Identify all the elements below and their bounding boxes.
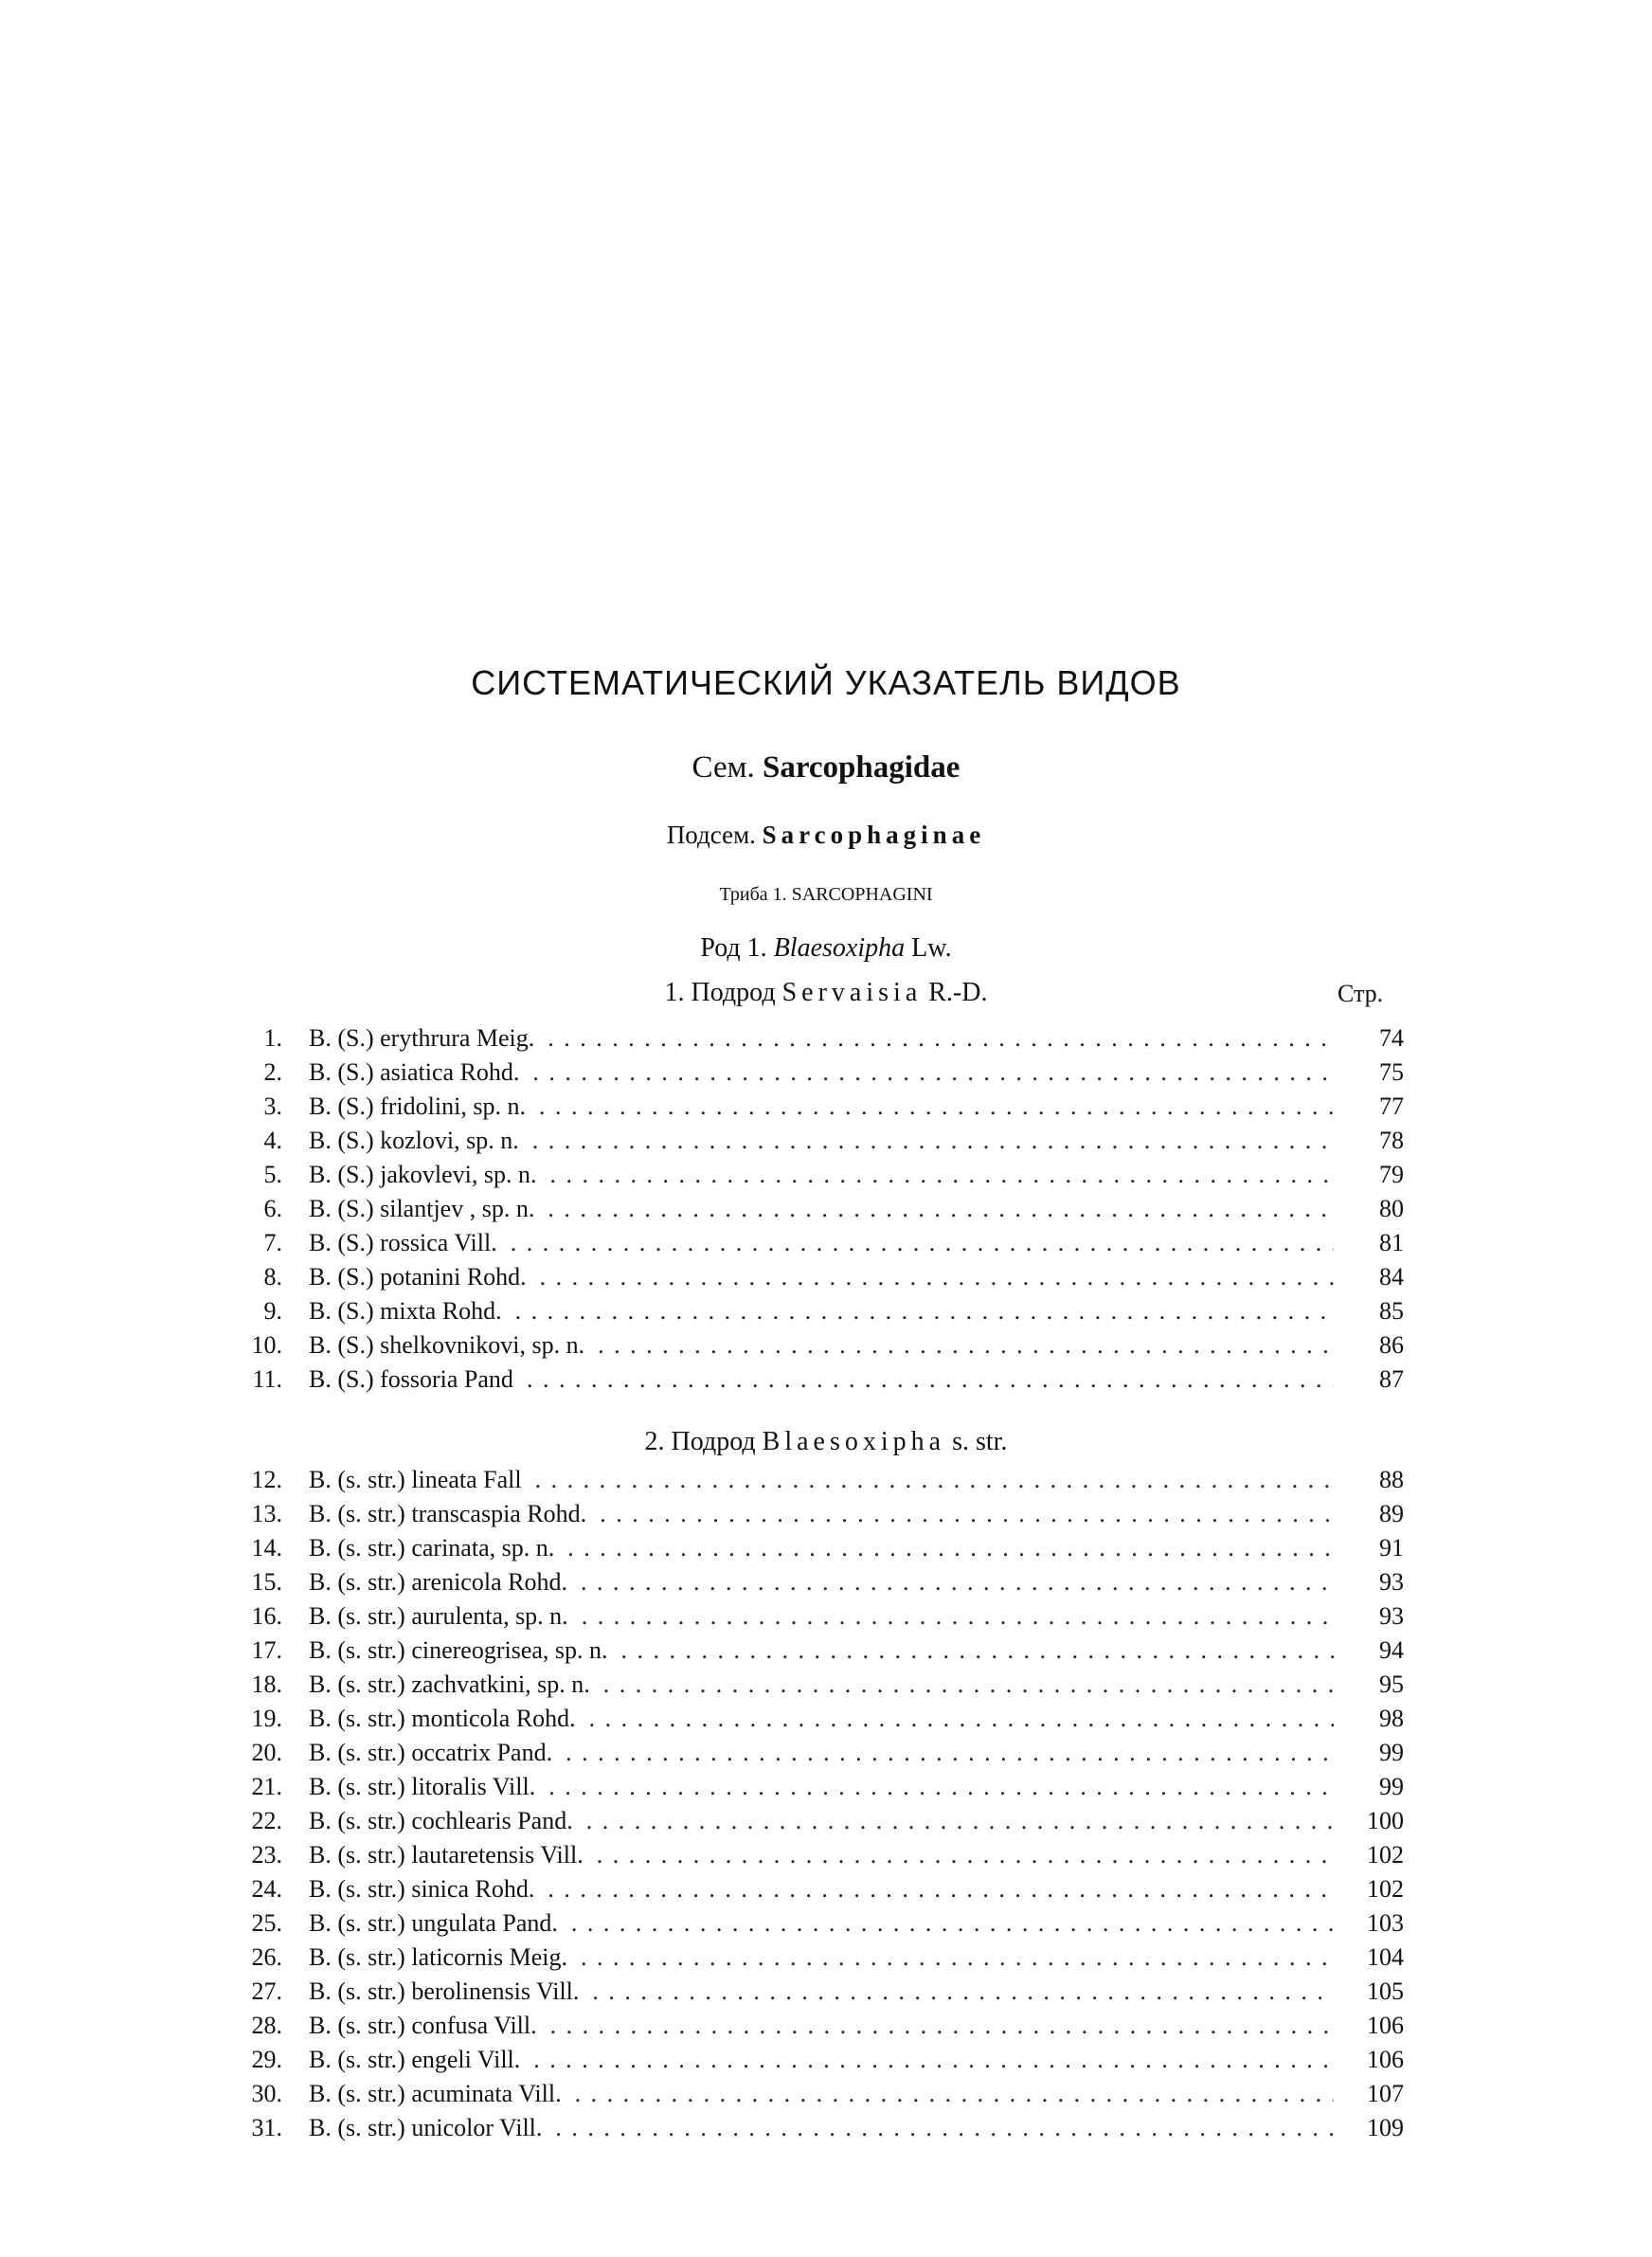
entry-number: 23. bbox=[251, 1841, 282, 1869]
list-item bbox=[239, 1636, 1404, 1670]
list-item bbox=[239, 1739, 1404, 1773]
subgenus-1-name: Servaisia bbox=[781, 978, 923, 1007]
entry-species-name: B. (s. str.) engeli Vill. bbox=[309, 2046, 521, 2073]
entry-species-name: B. (s. str.) aurulenta, sp. n. bbox=[309, 1602, 568, 1630]
subgenus-1-list bbox=[239, 1024, 1404, 1399]
list-item bbox=[239, 2114, 1404, 2148]
entry-number: 24. bbox=[251, 1875, 282, 1903]
subgenus-2-heading bbox=[0, 1427, 1652, 1457]
entry-species-name: B. (s. str.) acuminata Vill. bbox=[309, 2080, 562, 2107]
entry-species-name: B. (s. str.) lineata Fall bbox=[309, 1466, 522, 1493]
entry-species-name: B. (S.) erythrura Meig. bbox=[309, 1024, 535, 1052]
entry-number: 29. bbox=[251, 2046, 282, 2073]
entry-number: 21. bbox=[251, 1773, 282, 1800]
entry-number: 11. bbox=[252, 1365, 282, 1393]
entry-species-name: B. (S.) rossica Vill. bbox=[309, 1229, 497, 1256]
dot-leader bbox=[533, 2046, 1334, 2074]
dot-leader bbox=[532, 1058, 1334, 1087]
dot-leader bbox=[589, 1705, 1334, 1733]
list-item bbox=[239, 1263, 1404, 1297]
list-item bbox=[239, 1568, 1404, 1602]
entry-number: 15. bbox=[251, 1568, 282, 1596]
entry-number: 3. bbox=[263, 1092, 282, 1120]
list-item bbox=[239, 1773, 1404, 1807]
entry-page-number: 95 bbox=[1379, 1670, 1404, 1698]
entry-page-number: 75 bbox=[1379, 1058, 1404, 1086]
entry-page-number: 100 bbox=[1367, 1807, 1404, 1834]
list-item bbox=[239, 1365, 1404, 1399]
subfamily-name: Sarcophaginae bbox=[762, 821, 986, 849]
list-item bbox=[239, 1705, 1404, 1739]
list-item bbox=[239, 1807, 1404, 1841]
genus-name: Blaesoxipha bbox=[773, 933, 906, 963]
entry-species-name: B. (s. str.) unicolor Vill. bbox=[309, 2114, 543, 2141]
entry-species-name: B. (S.) silantjev , sp. n. bbox=[309, 1195, 535, 1222]
entry-species-name: B. (s. str.) lautaretensis Vill. bbox=[309, 1841, 584, 1869]
entry-species-name: B. (S.) asiatica Rohd. bbox=[309, 1058, 520, 1086]
list-item bbox=[239, 1297, 1404, 1331]
dot-leader bbox=[540, 1263, 1334, 1291]
entry-species-name: B. (S.) shelkovnikovi, sp. n. bbox=[309, 1331, 585, 1359]
entry-species-name: B. (s. str.) litoralis Vill. bbox=[309, 1773, 536, 1800]
list-item bbox=[239, 1058, 1404, 1092]
entry-species-name: B. (s. str.) laticornis Meig. bbox=[309, 1943, 567, 1971]
entry-page-number: 80 bbox=[1379, 1195, 1404, 1222]
entry-number: 1. bbox=[263, 1024, 282, 1052]
entry-number: 19. bbox=[251, 1705, 282, 1732]
family-prefix: Сем. bbox=[691, 750, 755, 785]
entry-number: 7. bbox=[263, 1229, 282, 1256]
list-item bbox=[239, 1466, 1404, 1500]
dot-leader bbox=[586, 1807, 1334, 1835]
entry-page-number: 93 bbox=[1379, 1568, 1404, 1596]
subgenus-2-author: s. str. bbox=[952, 1427, 1008, 1456]
genus-heading bbox=[0, 933, 1652, 964]
list-item bbox=[239, 2080, 1404, 2114]
list-item bbox=[239, 1875, 1404, 1909]
entry-species-name: B. (s. str.) cinereogrisea, sp. n. bbox=[309, 1636, 608, 1664]
entry-species-name: B. (s. str.) arenicola Rohd. bbox=[309, 1568, 567, 1596]
entry-page-number: 88 bbox=[1379, 1466, 1404, 1493]
tribe-heading: Триба 1. SARCOPHAGINI bbox=[719, 884, 933, 905]
subgenus-1-prefix: 1. Подрод bbox=[664, 978, 776, 1007]
dot-leader bbox=[548, 1875, 1334, 1904]
entry-page-number: 81 bbox=[1379, 1229, 1404, 1256]
genus-prefix: Род 1. bbox=[700, 933, 767, 963]
list-item bbox=[239, 1161, 1404, 1195]
entry-page-number: 93 bbox=[1379, 1602, 1404, 1630]
dot-leader bbox=[548, 1195, 1334, 1223]
dot-leader bbox=[582, 1602, 1334, 1631]
list-item bbox=[239, 1602, 1404, 1636]
entry-species-name: B. (s. str.) transcaspia Rohd. bbox=[309, 1500, 587, 1527]
list-item bbox=[239, 1195, 1404, 1229]
entry-number: 18. bbox=[251, 1670, 282, 1698]
entry-species-name: B. (S.) potanini Rohd. bbox=[309, 1263, 527, 1291]
entry-page-number: 102 bbox=[1367, 1875, 1404, 1903]
list-item bbox=[239, 1943, 1404, 1977]
entry-number: 28. bbox=[251, 2012, 282, 2039]
entry-number: 20. bbox=[251, 1739, 282, 1766]
entry-species-name: B. (S.) kozlovi, sp. n. bbox=[309, 1127, 519, 1154]
entry-page-number: 86 bbox=[1379, 1331, 1404, 1359]
list-item bbox=[239, 1909, 1404, 1943]
entry-number: 6. bbox=[263, 1195, 282, 1222]
list-item bbox=[239, 1977, 1404, 2012]
dot-leader bbox=[532, 1127, 1334, 1155]
dot-leader bbox=[581, 1568, 1334, 1597]
entry-species-name: B. (s. str.) ungulata Pand. bbox=[309, 1909, 558, 1937]
dot-leader bbox=[603, 1670, 1334, 1699]
subgenus-2-list bbox=[239, 1466, 1404, 2148]
list-item bbox=[239, 1092, 1404, 1127]
list-item bbox=[239, 1670, 1404, 1705]
entry-species-name: B. (S.) fossoria Pand bbox=[309, 1365, 513, 1393]
entry-number: 2. bbox=[263, 1058, 282, 1086]
entry-number: 30. bbox=[251, 2080, 282, 2107]
dot-leader bbox=[575, 2080, 1334, 2108]
dot-leader bbox=[555, 2114, 1334, 2142]
list-item bbox=[239, 1841, 1404, 1875]
entry-page-number: 91 bbox=[1379, 1534, 1404, 1562]
entry-number: 10. bbox=[251, 1331, 282, 1359]
entry-number: 13. bbox=[251, 1500, 282, 1527]
entry-page-number: 78 bbox=[1379, 1127, 1404, 1154]
dot-leader bbox=[597, 1841, 1334, 1869]
entry-species-name: B. (s. str.) berolinensis Vill. bbox=[309, 1977, 580, 2005]
entry-page-number: 103 bbox=[1367, 1909, 1404, 1937]
entry-species-name: B. (S.) jakovlevi, sp. n. bbox=[309, 1161, 537, 1188]
entry-species-name: B. (s. str.) monticola Rohd. bbox=[309, 1705, 576, 1732]
entry-number: 8. bbox=[263, 1263, 282, 1291]
entry-number: 17. bbox=[251, 1636, 282, 1664]
entry-number: 27. bbox=[251, 1977, 282, 2005]
entry-page-number: 99 bbox=[1379, 1739, 1404, 1766]
dot-leader bbox=[581, 1943, 1334, 1972]
entry-number: 26. bbox=[251, 1943, 282, 1971]
entry-page-number: 102 bbox=[1367, 1841, 1404, 1869]
dot-leader bbox=[515, 1297, 1334, 1326]
dot-leader bbox=[598, 1331, 1334, 1360]
entry-page-number: 77 bbox=[1379, 1092, 1404, 1120]
list-item bbox=[239, 2046, 1404, 2080]
entry-species-name: B. (S.) fridolini, sp. n. bbox=[309, 1092, 526, 1120]
list-item bbox=[239, 1127, 1404, 1161]
family-name: Sarcophagidae bbox=[763, 750, 961, 785]
entry-page-number: 99 bbox=[1379, 1773, 1404, 1800]
dot-leader bbox=[592, 1977, 1334, 2006]
entry-species-name: B. (s. str.) confusa Vill. bbox=[309, 2012, 537, 2039]
list-item bbox=[239, 1024, 1404, 1058]
subgenus-1-author: R.-D. bbox=[928, 978, 988, 1007]
entry-number: 31. bbox=[251, 2114, 282, 2141]
dot-leader bbox=[511, 1229, 1334, 1257]
entry-page-number: 94 bbox=[1379, 1636, 1404, 1664]
list-item bbox=[239, 2012, 1404, 2046]
entry-species-name: B. (s. str.) sinica Rohd. bbox=[309, 1875, 535, 1903]
entry-number: 4. bbox=[263, 1127, 282, 1154]
entry-page-number: 87 bbox=[1379, 1365, 1404, 1393]
dot-leader bbox=[600, 1500, 1334, 1528]
dot-leader bbox=[567, 1534, 1334, 1562]
entry-number: 22. bbox=[251, 1807, 282, 1834]
subgenus-2-prefix: 2. Подрод bbox=[644, 1427, 756, 1456]
entry-species-name: B. (S.) mixta Rohd. bbox=[309, 1297, 502, 1325]
dot-leader bbox=[527, 1365, 1334, 1394]
entry-page-number: 98 bbox=[1379, 1705, 1404, 1732]
entry-page-number: 106 bbox=[1367, 2046, 1404, 2073]
entry-species-name: B. (s. str.) occatrix Pand. bbox=[309, 1739, 553, 1766]
entry-number: 25. bbox=[251, 1909, 282, 1937]
subfamily-heading bbox=[0, 821, 1652, 850]
entry-number: 5. bbox=[263, 1161, 282, 1188]
entry-species-name: B. (s. str.) cochlearis Pand. bbox=[309, 1807, 573, 1834]
entry-page-number: 85 bbox=[1379, 1297, 1404, 1325]
entry-number: 12. bbox=[251, 1466, 282, 1493]
entry-number: 9. bbox=[263, 1297, 282, 1325]
dot-leader bbox=[550, 2012, 1334, 2040]
family-heading bbox=[0, 750, 1652, 785]
entry-page-number: 84 bbox=[1379, 1263, 1404, 1291]
dot-leader bbox=[621, 1636, 1334, 1665]
dot-leader bbox=[539, 1092, 1334, 1121]
entry-page-number: 107 bbox=[1367, 2080, 1404, 2107]
dot-leader bbox=[566, 1739, 1334, 1767]
entry-page-number: 106 bbox=[1367, 2012, 1404, 2039]
page-column-label: Стр. bbox=[1338, 980, 1384, 1007]
dot-leader bbox=[550, 1161, 1335, 1189]
subfamily-prefix: Подсем. bbox=[666, 821, 756, 849]
entry-number: 14. bbox=[251, 1534, 282, 1562]
dot-leader bbox=[535, 1466, 1334, 1494]
page-title: СИСТЕМАТИЧЕСКИЙ УКАЗАТЕЛЬ ВИДОВ bbox=[471, 663, 1181, 702]
subgenus-2-name: Blaesoxipha bbox=[762, 1427, 946, 1456]
dot-leader bbox=[548, 1773, 1334, 1801]
subgenus-1-heading bbox=[0, 978, 1652, 1008]
entry-species-name: B. (s. str.) zachvatkini, sp. n. bbox=[309, 1670, 590, 1698]
dot-leader bbox=[548, 1024, 1334, 1053]
entry-page-number: 74 bbox=[1379, 1024, 1404, 1052]
genus-author: Lw. bbox=[911, 933, 952, 963]
entry-page-number: 105 bbox=[1367, 1977, 1404, 2005]
entry-number: 16. bbox=[251, 1602, 282, 1630]
list-item bbox=[239, 1331, 1404, 1365]
entry-page-number: 104 bbox=[1367, 1943, 1404, 1971]
list-item bbox=[239, 1534, 1404, 1568]
entry-species-name: B. (s. str.) carinata, sp. n. bbox=[309, 1534, 555, 1562]
entry-page-number: 89 bbox=[1379, 1500, 1404, 1527]
list-item bbox=[239, 1229, 1404, 1263]
list-item bbox=[239, 1500, 1404, 1534]
dot-leader bbox=[571, 1909, 1334, 1938]
entry-page-number: 79 bbox=[1379, 1161, 1404, 1188]
entry-page-number: 109 bbox=[1367, 2114, 1404, 2141]
